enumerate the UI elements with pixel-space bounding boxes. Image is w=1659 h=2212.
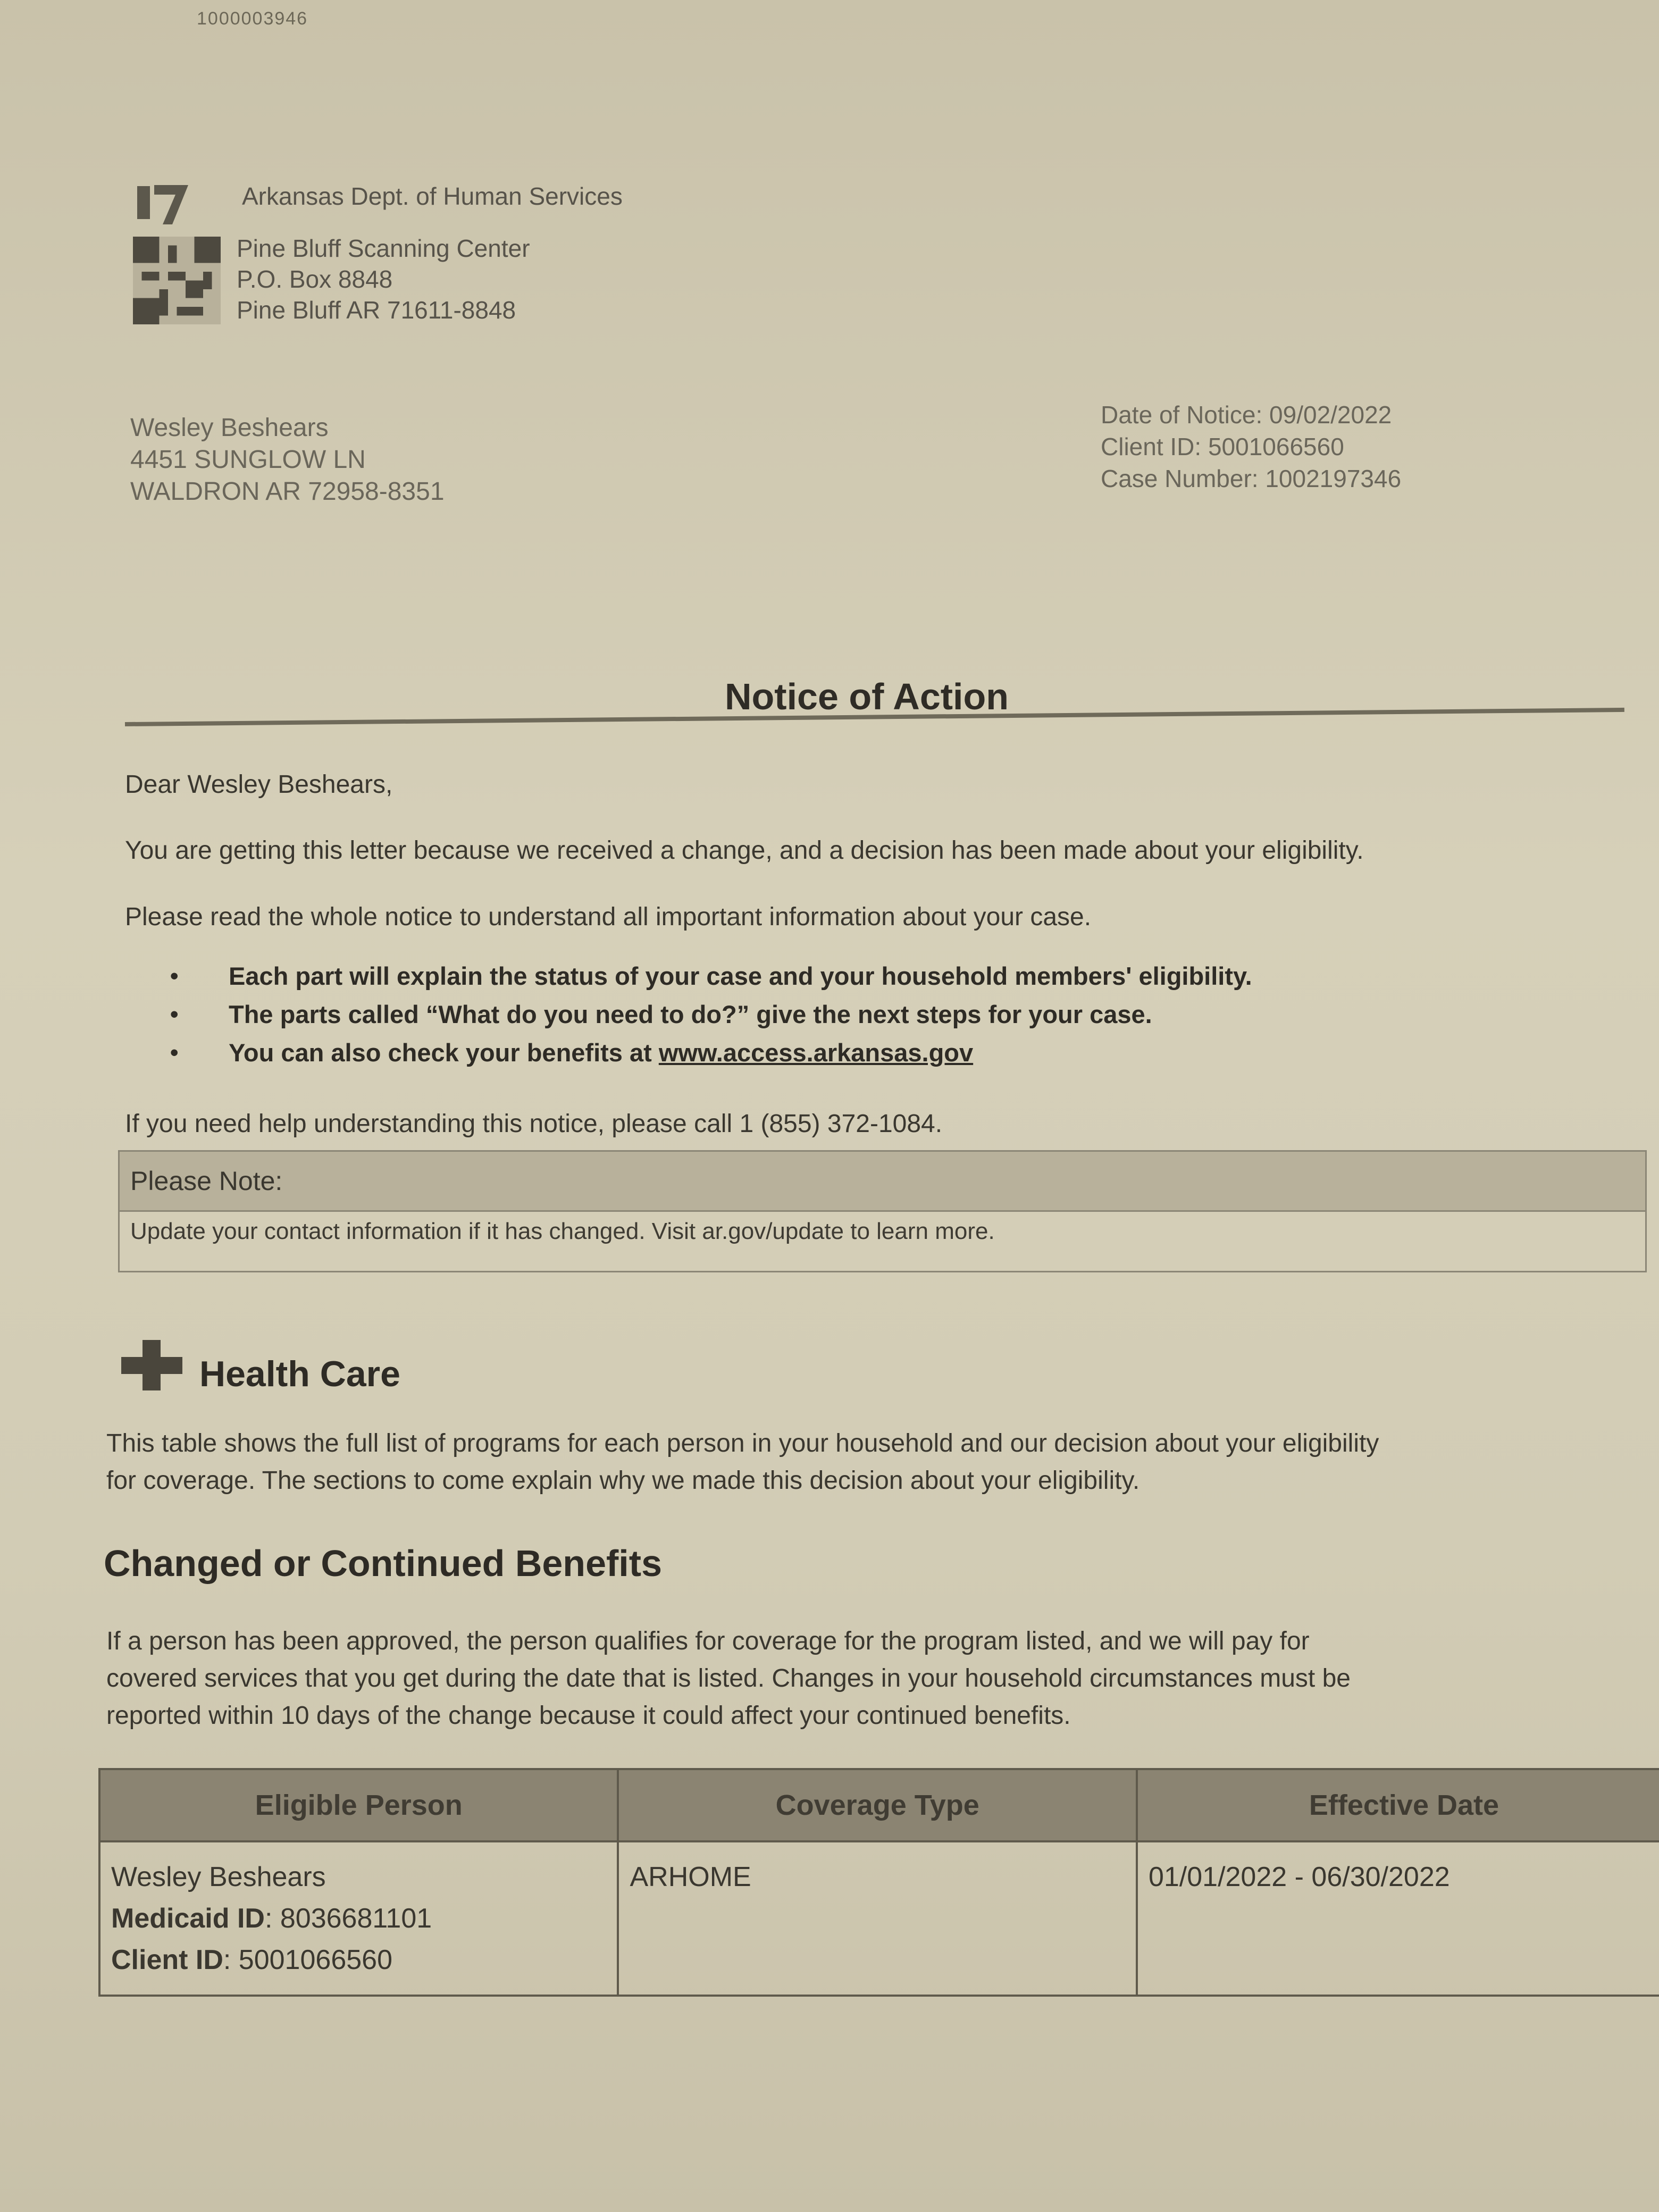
recipient-address — [130, 412, 445, 508]
plus-cross-icon — [121, 1340, 182, 1390]
column-header: Eligible Person — [99, 1769, 618, 1841]
agency-name: Arkansas Dept. of Human Services — [242, 182, 623, 210]
eligible-person-cell — [99, 1841, 618, 1996]
list-item: • Each part will explain the status of your case and your household members' eligibility. — [170, 957, 1252, 995]
coverage-type-cell: ARHOME — [618, 1841, 1136, 1996]
column-header: Coverage Type — [618, 1769, 1136, 1841]
return-address-line: Pine Bluff Scanning Center — [237, 234, 530, 262]
changed-benefits-description: If a person has been approved, the person qualifies for coverage for the program listed, and we will pay for covered services that you get during the date that is listed. Changes in your household circumstances must be reported within 10 days of the change because it could affect your continued benefits. — [106, 1627, 1351, 1730]
medicaid-id: Medicaid ID: 8036681101 — [111, 1903, 432, 1934]
health-care-description: This table shows the full list of programs for each person in your household and our decision about your eligibility for coverage. The sections to come explain why we made this decision about your eligibility. — [106, 1429, 1379, 1495]
column-header: Effective Date — [1137, 1769, 1659, 1841]
read-notice-text: Please read the whole notice to understand all important information about your case. — [125, 903, 1092, 931]
intro-text: You are getting this letter because we received a change, and a decision has been made about your eligibility. — [125, 836, 1364, 865]
qr-code-icon — [133, 237, 221, 324]
instruction-list — [170, 957, 1252, 1072]
client-id: Client ID: 5001066560 — [1101, 433, 1344, 460]
benefits-table — [98, 1768, 1659, 1997]
dhs-logo-icon — [133, 175, 191, 229]
recipient-street: 4451 SUNGLOW LN — [130, 446, 366, 474]
table-row — [99, 1841, 1659, 1996]
note-box — [118, 1150, 1647, 1272]
list-item: • The parts called “What do you need to do?” give the next steps for your case. — [170, 995, 1252, 1034]
note-body: Update your contact information if it has changed. Visit ar.gov/update to learn more. — [130, 1218, 995, 1244]
changed-benefits-heading: Changed or Continued Benefits — [104, 1543, 662, 1584]
access-arkansas-link[interactable]: www.access.arkansas.gov — [658, 1038, 974, 1067]
help-line-text: If you need help understanding this notice, please call 1 (855) 372-1084. — [125, 1110, 943, 1138]
page-title: Notice of Action — [724, 676, 1009, 717]
notice-meta — [1101, 399, 1401, 495]
greeting: Dear Wesley Beshears, — [125, 770, 393, 799]
recipient-name: Wesley Beshears — [130, 414, 329, 442]
list-item: • You can also check your benefits at www.access.arkansas.gov — [170, 1034, 1252, 1072]
note-heading: Please Note: — [120, 1152, 1645, 1212]
table-header-row — [99, 1769, 1659, 1841]
health-care-heading: Health Care — [199, 1354, 400, 1394]
case-number: Case Number: 1002197346 — [1101, 465, 1402, 492]
effective-date-cell: 01/01/2022 - 06/30/2022 — [1137, 1841, 1659, 1996]
return-address — [237, 233, 530, 325]
return-address-line: P.O. Box 8848 — [237, 265, 393, 293]
recipient-city: WALDRON AR 72958-8351 — [130, 477, 445, 506]
person-client-id: Client ID: 5001066560 — [111, 1945, 392, 1975]
date-of-notice: Date of Notice: 09/02/2022 — [1101, 401, 1392, 429]
scan-id: 1000003946 — [197, 9, 308, 29]
return-address-line: Pine Bluff AR 71611-8848 — [237, 296, 516, 324]
person-name: Wesley Beshears — [111, 1862, 326, 1892]
